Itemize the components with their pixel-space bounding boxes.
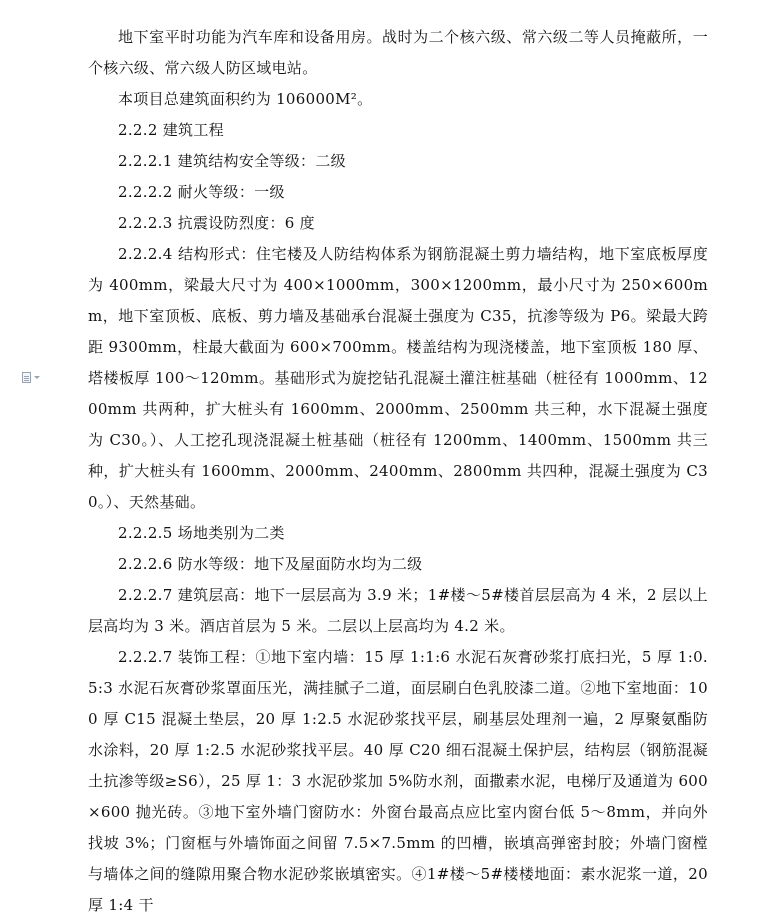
paragraph-decoration-works: 2.2.2.7 装饰工程：①地下室内墙：15 厚 1:1:6 水泥石灰膏砂浆打底扫光，5 厚 1:0.5:3 水泥石灰膏砂浆罩面压光，满挂腻子二道，面层刷白色乳胶漆二道。②地下室地面：100 厚 C15 混凝土垫层，20 厚 1:2.5 水泥砂浆找平层，刷基层处理剂一遍，2 厚聚氨酯防水涂料，20 厚 1:2.5 水泥砂浆找平层。40 厚 C20 细石混凝土保护层，结构层（钢筋混凝土抗渗等级≥S6），25 厚 1：3 水泥砂浆加 5%防水剂，面撒素水泥，电梯厅及通道为 600×600 抛光砖。③地下室外墙门窗防水：外窗台最高点应比室内窗台低 5～8mm，并向外找坡 3%；门窗框与外墙饰面之间留 7.5×7.5mm 的凹槽，嵌填高弹密封胶；外墙门窗樘与墙体之间的缝隙用聚合物水泥砂浆嵌填密实。④1#楼～5#楼楼地面：素水泥浆一道，20 厚 1:4 干 — [88, 648, 708, 914]
paragraph-structure-form: 2.2.2.4 结构形式：住宅楼及人防结构体系为钢筋混凝土剪力墙结构，地下室底板厚度为 400mm，梁最大尺寸为 400×1000mm，300×1200mm，最小尺寸为 250×600mm，地下室顶板、底板、剪力墙及基础承台混凝土强度为 C35，抗渗等级为 P6。梁最大跨距 9300mm，柱最大截面为 600×700mm。楼盖结构为现浇楼盖，地下室顶板 180 厚、塔楼板厚 100～120mm。基础形式为旋挖钻孔混凝土灌注桩基础（桩径有 1000mm、1200mm 共两种，扩大桩头有 1600mm、2000mm、2500mm 共三种，水下混凝土强度为 C30。）、人工挖孔现浇混凝土桩基础（桩径有 1200mm、1400mm、1500mm 共三种，扩大桩头有 1600mm、2000mm、2400mm、2800mm 共四种，混凝土强度为 C30。）、天然基础。 — [88, 245, 708, 511]
section-heading-building-works: 2.2.2 建筑工程 — [118, 121, 224, 139]
paragraph-site-category: 2.2.2.5 场地类别为二类 — [118, 524, 285, 542]
document-icon — [22, 372, 31, 383]
paragraph-total-area: 本项目总建筑面积约为 106000M²。 — [118, 90, 373, 108]
chevron-down-icon — [34, 376, 40, 379]
paragraph-seismic-intensity: 2.2.2.3 抗震设防烈度：6 度 — [118, 214, 315, 232]
paragraph-fire-rating: 2.2.2.2 耐火等级：一级 — [118, 183, 285, 201]
paragraph-floor-height: 2.2.2.7 建筑层高：地下一层层高为 3.9 米；1#楼～5#楼首层层高为 4 米，2 层以上层高均为 3 米。酒店首层为 5 米。二层以上层高均为 4.2 米。 — [88, 586, 708, 635]
paragraph-options-handle[interactable] — [22, 370, 48, 384]
document-body — [88, 22, 708, 921]
paragraph-basement-function: 地下室平时功能为汽车库和设备用房。战时为二个核六级、常六级二等人员掩蔽所，一个核六级、常六级人防区域电站。 — [88, 28, 708, 77]
paragraph-waterproof-grade: 2.2.2.6 防水等级：地下及屋面防水均为二级 — [118, 555, 423, 573]
paragraph-safety-grade: 2.2.2.1 建筑结构安全等级：二级 — [118, 152, 346, 170]
